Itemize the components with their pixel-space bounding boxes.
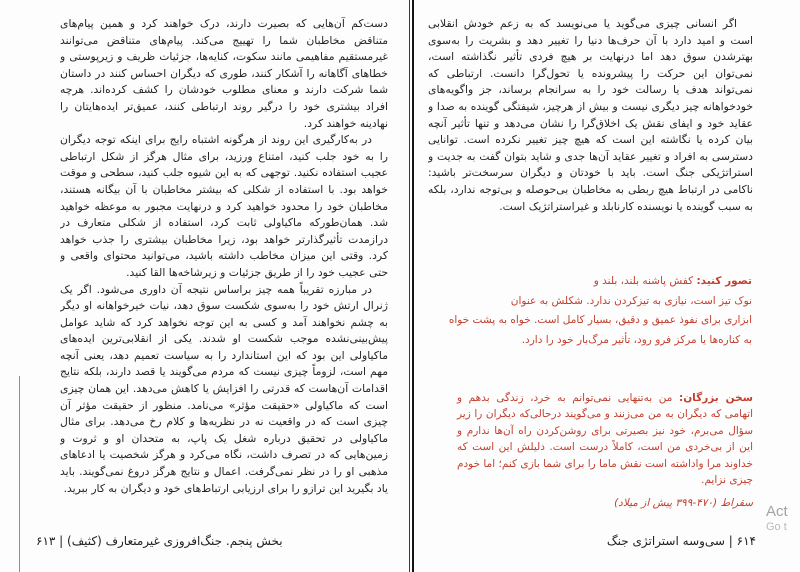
imagine-quote-block [440,272,752,350]
greats-quote-body [457,390,753,488]
greats-quote-text: من به‌تنهایی نمی‌توانم به خرد، زندگی بدهم و اتهامی که دیگران به من می‌زنند و می‌گویند درحالی‌که دیگران را زیر سؤال می‌برم، خود نیز بصیرتی برای روشن‌کردن راه آن‌ها ندارم و این از بی‌خردی من است، کاملاً درست است. دلیلش این است که خداوند مرا واداشته است نقش ماما را برای شما بازی کنم؛ اما خودم چیزی نزایم. [457,392,753,487]
spine-divider-line [412,0,414,572]
imagine-quote-line [440,272,752,292]
spine-divider-line [409,0,410,572]
left-page-paragraph: در به‌کارگیری این روند از هرگونه اشتباه رایج برای اینکه توجه دیگران را به خود جلب کنید، امتناع ورزید، برای مثال هرگز از شکل ارتباطی عجیب استفاده نکنید. توجهی که به این شیوه جلب کنید، سطحی و موقت خواهد بود. با استفاده از شکلی که بیشتر مخاطبان با آن بیگانه هستند، مخاطبان خود را محدود خواهید کرد و درنهایت مجبور به موعظه خواهید شد. همان‌طورکه ماکیاولی ثابت کرد، استفاده از شکلی متعارف در درازمدت تأثیرگذارتر خواهد بود، زیرا مخاطبان بیشتری را جذب خواهد کرد. وقتی این میزان مخاطب داشته باشید، می‌توانید محتوای واقعی و حتی عجیب خود را از طریق جزئیات و زیرشاخه‌ها القا کنید. [60,133,388,279]
imagine-quote-label: تصور کنید: [696,275,752,287]
right-page-text-column [428,16,753,266]
imagine-quote-line: ابزاری برای نفوذ عمیق و دقیق، بسیار کامل است. خواه به پشت خواه [448,314,752,326]
activation-watermark-line1: Act [766,503,788,520]
imagine-quote-text: کفش پاشنه بلند، بلند و [593,275,694,287]
left-page-paragraph: در مبارزه تقریباً همه چیز براساس نتیجه آن داوری می‌شود. اگر یک ژنرال ارتش خود را به‌سوی شکست سوق دهد، نیات خیرخواهانه او دیگر به چشم نخواهند آمد و کسی به این توجه نخواهد کرد که شاید عوامل پیش‌بینی‌نشده موجب شکست او شدند. یکی از انقلابی‌ترین ایده‌های ماکیاولی این بود که این استاندارد را به سیاست تعمیم دهد، یعنی آنچه مهم است، لزوماً چیزی نیست که مردم می‌گویند یا قصد دارند، بلکه نتایج اقدامات آن‌هاست که قدرتی را افزایش یا کاهش می‌دهد. این همان چیزی است که ماکیاولی «حقیقت مؤثر» می‌نامد. منظور از حقیقت مؤثر آن چیزی است که در واقعیت نه در نظریه‌ها و کلام رخ می‌دهد. برای مثال ماکیاولی در تحقیق درباره شغل یک پاپ، به متحدان او و ثروت و زمین‌هایی که در تصرف داشت، نگاه می‌کرد و هرگز شخصیت یا ادعاهای مذهبی او را در نظر نمی‌گرفت. اعمال و نتایج هرگز دروغ نمی‌گویند. باید یاد بگیرید این ترازو را برای ارزیابی ارتباط‌های خود و دیگران به کار ببرید. [60,282,388,495]
left-page-paragraph: دست‌کم آن‌هایی که بصیرت دارند، درک خواهند کرد و همین پیام‌های متناقض مخاطبان شما را تهییج می‌کند. پیام‌های متناقض می‌توانند غیرمستقیم مفاهیمی مانند سکوت، کنایه‌ها، جزئیات ظریف و زیرپوستی و خطاهای آگاهانه را آشکار کنند، طوری که دیگران احساس کنند در داستان شما شرکت دارند و معنای مطلوب خودشان را کشف کرده‌اند. هرچه افراد بیشتری خود را درگیر روند ارتباطی کنند، عمیق‌تر ایده‌هایتان را نهادینه خواهند کرد. [60,17,388,130]
right-page-footer: ۶۱۴ | سی‌وسه استراتژی جنگ [606,534,756,548]
left-page-text-column [60,16,388,522]
imagine-quote-line: به کناره‌ها یا مرکز فرو رود، تأثیر مرگ‌بار خود را دارد. [521,333,752,346]
greats-quote-label: سخن بزرگان: [679,392,754,404]
greats-quote-block [457,390,753,512]
left-page-footer: بخش پنجم. جنگ‌افروزی غیرمتعارف (کثیف) | ۶۱۳ [36,534,283,548]
quote-attribution: سقراط (۴۷۰-۳۹۹ پیش از میلاد) [614,497,753,510]
activation-watermark [766,503,788,534]
activation-watermark-line2: Go t [766,521,787,533]
right-page-paragraph: اگر انسانی چیزی می‌گوید یا می‌نویسد که به زعم خودش انقلابی است و امید دارد با آن حرف‌ها دنیا را تغییر دهد و بشریت را به‌سوی بهترشدن سوق دهد اما درنهایت بر هیچ فردی تأثیر نگذاشته است، نمی‌توان این حرکت را پیشرونده یا تحول‌گرا دانست. ارتباطی که نمی‌تواند هدف یا رسالت خود را به سرانجام برساند، جز واگویه‌های خودخواهانه چیز دیگری نیست و بیش از هرچیز، شیفتگی گوینده به صدا و عقاید خود و ایفای نقش یک اخلاق‌گرا را نشان می‌دهد و تنها تأثیر آنچه بیان کرده یا نگاشته این است که هیچ چیز تغییر نکرده است. توانایی دسترسی به افراد و تغییر عقاید آن‌ها جدی و شاید بتوان گفت به جدیت و استراتژیکی جنگ است. باید با خودتان و دیگران سرسخت‌تر باشید: ناکامی در ارتباط هیچ ربطی به مخاطبان بی‌حوصله و بی‌توجه ندارد، بلکه به سبب گوینده یا نویسنده کارنابلد و غیراستراتژیک است. [428,17,753,213]
page-edge-line [19,376,20,572]
imagine-quote-line: نوک تیز است، نیازی به تیزکردن ندارد. شکلش به عنوان [510,294,752,307]
